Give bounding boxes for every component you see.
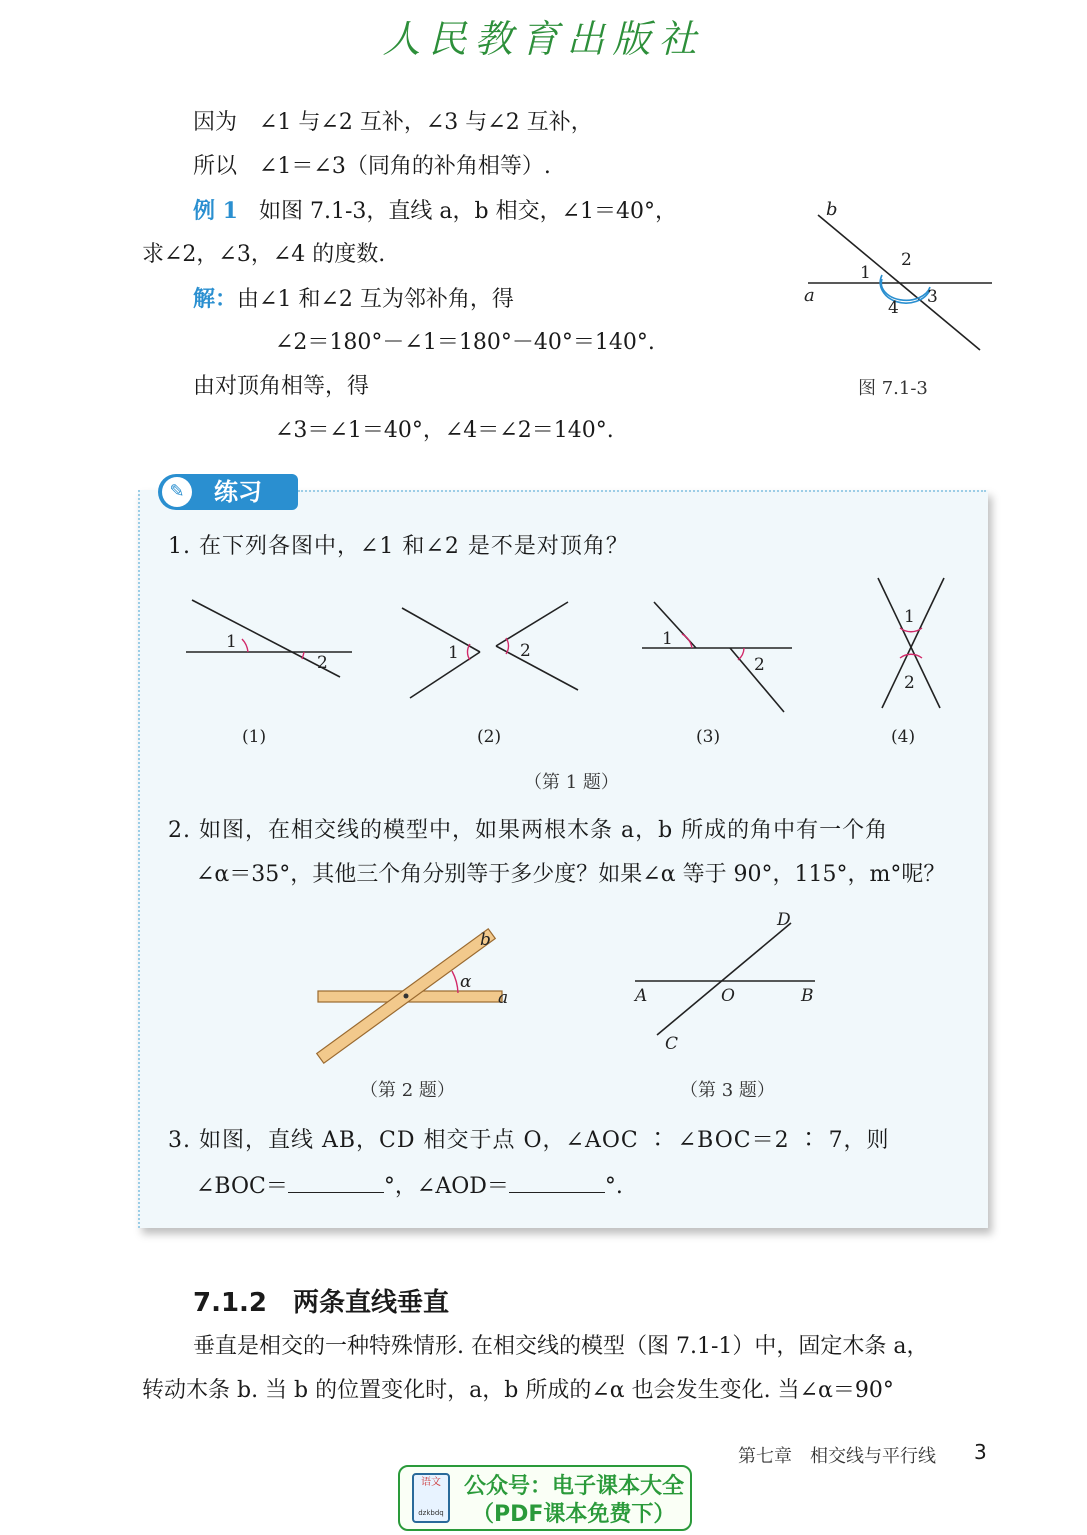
intro-line-1: 因为 ∠1 与∠2 互补，∠3 与∠2 互补，	[193, 110, 593, 135]
question-1-figures	[180, 570, 980, 755]
q3-boc-label: ∠BOC＝	[196, 1174, 288, 1199]
label-b: b	[480, 930, 491, 950]
question-3-line-1: 3. 如图，直线 AB，CD 相交于点 O，∠AOC ∶ ∠BOC＝2 ∶ 7，则	[168, 1128, 890, 1153]
example-1-line	[193, 196, 677, 227]
example-text-2: 求∠2，∠3，∠4 的度数.	[142, 242, 386, 267]
q1-figure-2	[402, 602, 578, 698]
question-2-caption: （第 2 题）	[360, 1080, 455, 1101]
q3-aod-label: °，∠AOD＝	[383, 1174, 509, 1199]
q1-figure-label-4: (4)	[891, 727, 916, 747]
svg-text:2: 2	[754, 655, 765, 675]
q1-figure-label-3: (3)	[696, 727, 721, 747]
svg-text:1: 1	[226, 632, 237, 652]
example-text: 如图 7.1-3，直线 a，b 相交，∠1＝40°，	[258, 199, 677, 224]
footer-chapter: 第七章 相交线与平行线	[738, 1446, 936, 1467]
solution-text-1: 由∠1 和∠2 互为邻补角，得	[237, 287, 514, 312]
pivot-point	[404, 994, 409, 999]
watermark-line-2: （PDF课本免费下）	[472, 1502, 676, 1527]
page-number: 3	[974, 1440, 987, 1464]
solution-label: 解：	[193, 286, 238, 312]
label-angle-1: 1	[860, 263, 871, 283]
q1-figure-label-2: (2)	[477, 727, 502, 747]
q1-figure-1	[186, 600, 352, 677]
watermark-line-1: 公众号：电子课本大全	[464, 1474, 685, 1499]
figure-7-1-3-caption: 图 7.1-3	[858, 378, 928, 399]
practice-title: 练习	[214, 478, 262, 506]
svg-text:2: 2	[317, 653, 328, 673]
answer-blank-aod[interactable]	[509, 1170, 605, 1193]
solution-line-4: ∠3＝∠1＝40°，∠4＝∠2＝140°.	[275, 418, 614, 443]
label-a: a	[498, 988, 509, 1008]
book-icon-small: dzkbdq	[418, 1509, 444, 1517]
example-label: 例 1	[193, 198, 238, 224]
question-1-text: 1. 在下列各图中，∠1 和∠2 是不是对顶角？	[168, 534, 629, 559]
answer-blank-boc[interactable]	[288, 1170, 384, 1193]
figure-7-1-3	[790, 195, 1005, 360]
solution-line-1	[193, 284, 514, 315]
label-b: b	[826, 199, 838, 220]
q1-figure-label-1: (1)	[242, 727, 267, 747]
section-paragraph-line-1: 垂直是相交的一种特殊情形. 在相交线的模型（图 7.1-1）中，固定木条 a，	[193, 1334, 929, 1359]
practice-tab	[158, 474, 298, 510]
book-icon-text: 语文	[421, 1477, 441, 1488]
pencil-icon: ✎	[162, 477, 192, 507]
solution-line-3: 由对顶角相等，得	[193, 374, 370, 399]
label-alpha: α	[460, 972, 472, 992]
label-angle-2: 2	[901, 250, 912, 270]
question-2-line-1: 2. 如图，在相交线的模型中，如果两根木条 a，b 所成的角中有一个角	[168, 818, 889, 843]
question-2-figure	[310, 925, 530, 1065]
svg-text:2: 2	[904, 673, 915, 693]
angle-alpha-arc	[452, 971, 458, 993]
label-A: A	[635, 986, 648, 1006]
publisher-logo: 人民教育出版社	[382, 17, 705, 61]
label-a: a	[804, 285, 815, 306]
svg-text:2: 2	[520, 641, 531, 661]
intro-line-2: 所以 ∠1＝∠3（同角的补角相等）.	[193, 154, 551, 179]
question-3-caption: （第 3 题）	[680, 1080, 775, 1101]
section-title: 7.1.2 两条直线垂直	[193, 1288, 450, 1318]
line-CD	[657, 923, 791, 1035]
label-B: B	[801, 986, 814, 1006]
label-angle-3: 3	[927, 287, 938, 307]
label-O: O	[721, 986, 735, 1006]
q3-end: °.	[604, 1174, 623, 1199]
solution-line-2: ∠2＝180°－∠1＝180°－40°＝140°.	[275, 330, 655, 355]
q1-figure-4	[878, 578, 944, 708]
section-paragraph-line-2: 转动木条 b. 当 b 的位置变化时，a，b 所成的∠α 也会发生变化. 当∠α＝90°	[142, 1378, 894, 1403]
question-3-figure	[625, 905, 835, 1055]
label-C: C	[665, 1034, 679, 1054]
watermark-badge	[398, 1465, 692, 1531]
question-2-line-2: ∠α＝35°，其他三个角分别等于多少度？如果∠α 等于 90°，115°，m°呢？	[196, 862, 946, 887]
question-3-line-2	[196, 1170, 623, 1202]
svg-text:1: 1	[904, 607, 915, 627]
label-angle-4: 4	[888, 298, 899, 318]
svg-text:1: 1	[662, 629, 673, 649]
svg-text:1: 1	[448, 643, 459, 663]
practice-border-top	[298, 490, 986, 492]
label-D: D	[777, 910, 791, 930]
q1-figure-3	[642, 602, 792, 712]
book-icon	[412, 1473, 450, 1523]
question-1-caption: （第 1 题）	[524, 772, 619, 793]
